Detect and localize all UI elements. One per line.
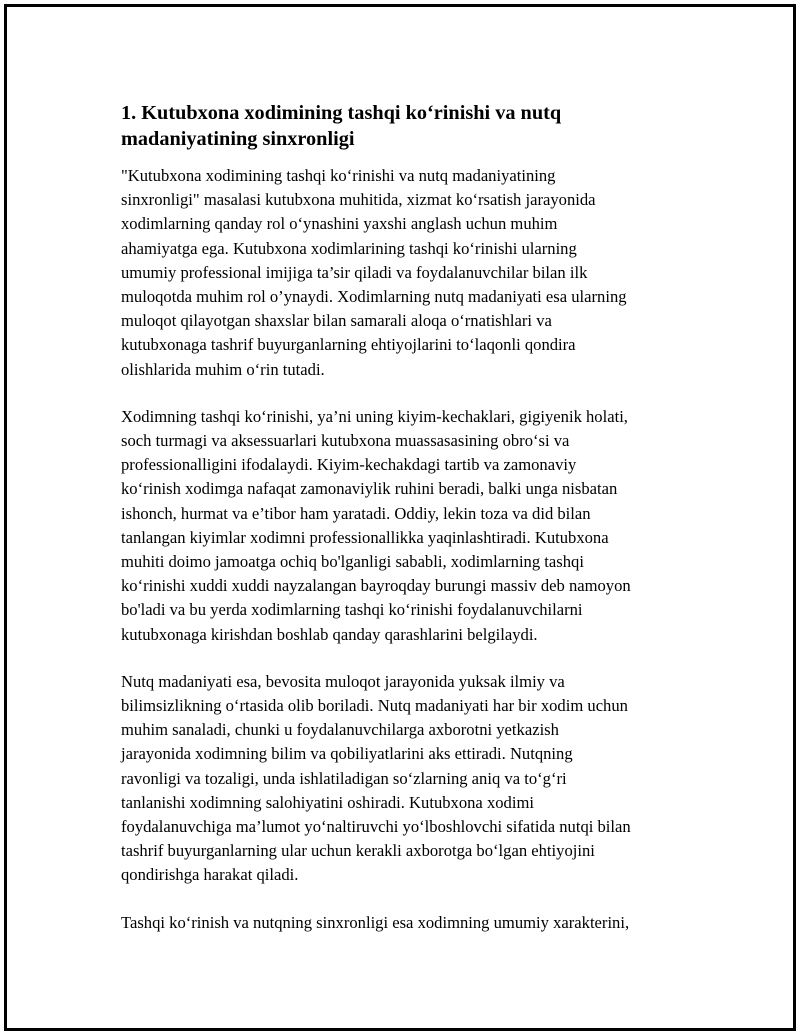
paragraph-2	[121, 405, 693, 647]
text-line: ravonligi va tozaligi, unda ishlatiladigan so‘zlarning aniq va to‘g‘ri	[121, 768, 567, 788]
text-line: kutubxonaga tashrif buyurganlarning ehtiyojlarini to‘laqonli qondira	[121, 335, 576, 355]
section-heading	[121, 100, 693, 152]
text-line: soch turmagi va aksessuarlari kutubxona muassasasining obro‘si va	[121, 431, 570, 451]
text-line: professionalligini ifodalaydi. Kiyim-kechakdagi tartib va zamonaviy	[121, 455, 577, 475]
text-line: Tashqi ko‘rinish va nutqning sinxronligi esa xodimning umumiy xarakterini,	[121, 912, 630, 932]
text-line: bilimsizlikning o‘rtasida olib boriladi. Nutq madaniyati har bir xodim uchun	[121, 696, 628, 716]
text-line: sinxronligi" masalasi kutubxona muhitida, xizmat ko‘rsatish jarayonida	[121, 190, 596, 210]
heading-line: madaniyatining sinxronligi	[121, 128, 355, 150]
text-line: bo'ladi va bu yerda xodimlarning tashqi ko‘rinishi foydalanuvchilarni	[121, 600, 583, 620]
text-line: ahamiyatga ega. Kutubxona xodimlarining tashqi ko‘rinishi ularning	[121, 238, 577, 258]
text-line: olishlarida muhim o‘rin tutadi.	[121, 359, 325, 379]
text-line: muhim sanaladi, chunki u foydalanuvchilarga axborotni yetkazish	[121, 720, 559, 740]
text-line: tashrif buyurganlarning ular uchun kerakli axborotga bo‘lgan ehtiyojini	[121, 841, 595, 861]
text-line: ko‘rinish xodimga nafaqat zamonaviylik ruhini beradi, balki unga nisbatan	[121, 479, 618, 499]
document-page	[4, 4, 796, 1031]
text-line: muloqot qilayotgan shaxslar bilan samarali aloqa o‘rnatishlari va	[121, 311, 552, 331]
document-body	[121, 100, 693, 958]
text-line: kutubxonaga kirishdan boshlab qanday qarashlarini belgilaydi.	[121, 624, 538, 644]
text-line: xodimlarning qanday rol o‘ynashini yaxshi anglash uchun muhim	[121, 214, 558, 234]
text-line: Xodimning tashqi ko‘rinishi, ya’ni uning kiyim-kechaklari, gigiyenik holati,	[121, 406, 628, 426]
text-line: tanlanishi xodimning salohiyatini oshiradi. Kutubxona xodimi	[121, 792, 534, 812]
text-line: ishonch, hurmat va e’tibor ham yaratadi. Oddiy, lekin toza va did bilan	[121, 503, 591, 523]
text-line: umumiy professional imijiga ta’sir qiladi va foydalanuvchilar bilan ilk	[121, 262, 588, 282]
heading-line: 1. Kutubxona xodimining tashqi ko‘rinishi va nutq	[121, 102, 562, 124]
paragraph-1	[121, 164, 693, 382]
text-line: Nutq madaniyati esa, bevosita muloqot jarayonida yuksak ilmiy va	[121, 671, 565, 691]
text-line: foydalanuvchiga ma’lumot yo‘naltiruvchi yo‘lboshlovchi sifatida nutqi bilan	[121, 817, 631, 837]
text-line: "Kutubxona xodimining tashqi ko‘rinishi va nutq madaniyatining	[121, 166, 556, 185]
text-line: muhiti doimo jamoatga ochiq bo'lganligi sababli, xodimlarning tashqi	[121, 552, 584, 572]
text-line: jarayonida xodimning bilim va qobiliyatlarini aks ettiradi. Nutqning	[121, 744, 573, 764]
text-line: qondirishga harakat qiladi.	[121, 865, 299, 885]
text-line: ko‘rinishi xuddi xuddi nayzalangan bayroqday burungi massiv deb namoyon	[121, 576, 631, 596]
paragraph-3	[121, 670, 693, 888]
text-line: tanlangan kiyimlar xodimni professionallikka yaqinlashtiradi. Kutubxona	[121, 527, 609, 547]
paragraph-4	[121, 911, 693, 935]
text-line: muloqotda muhim rol o’ynaydi. Xodimlarning nutq madaniyati esa ularning	[121, 287, 627, 307]
